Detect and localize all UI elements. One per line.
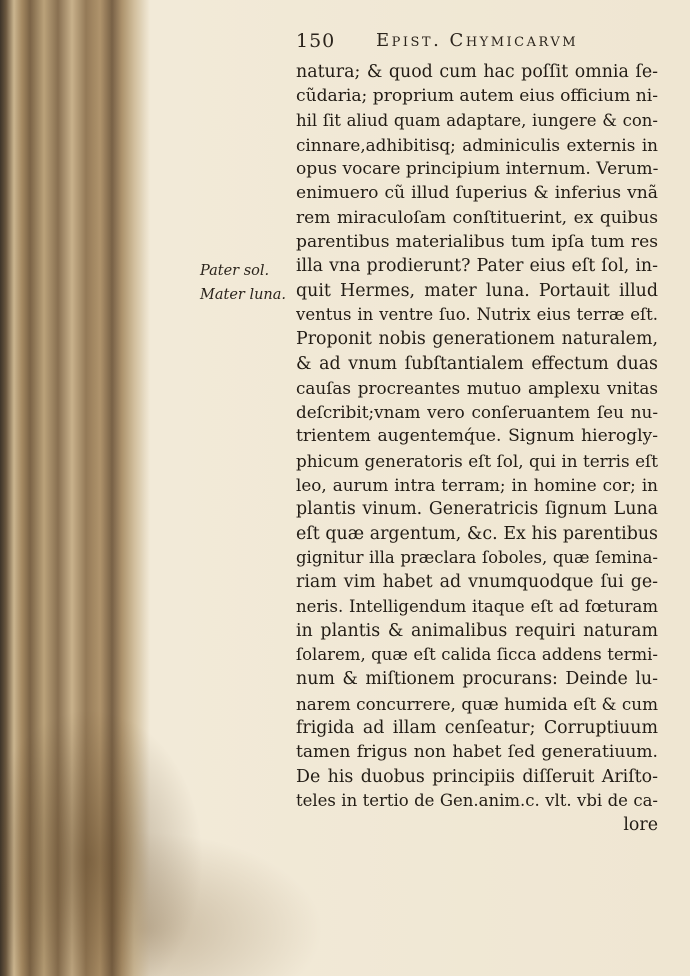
text-line: natura; & quod cum hac poſſit omnia ſe- (296, 62, 658, 82)
body-text (296, 60, 658, 838)
text-line: frigida ad illam cenſeatur; Corruptiuum (296, 718, 658, 739)
text-line: Proponit nobis generationem naturalem, (296, 329, 658, 350)
text-line: teles in tertio de Gen.anim.c. vlt. vbi de ca- (296, 790, 658, 810)
text-line: & ad vnum ſubſtantialem effectum duas (296, 353, 658, 374)
text-line: cauſas procreantes mutuo amplexu vnitas (296, 377, 658, 398)
text-line: deſcribit;vnam vero conſeruantem ſeu nu- (296, 402, 658, 423)
text-line: hil ſit aliud quam adaptare, iungere & con- (296, 110, 658, 130)
text-line: leo, aurum intra terram; in homine cor; in (296, 475, 658, 496)
text-line: rem miraculoſam conſtituerint, ex quibus (296, 207, 658, 228)
text-line: narem concurrere, quæ humida eſt & cum (296, 693, 658, 714)
text-line: tamen frigus non habet ſed generatiuum. (296, 742, 658, 763)
text-line: enimuero cũ illud ſuperius & inferius vnã (296, 183, 658, 204)
text-line: quit Hermes, mater luna. Portauit illud (296, 280, 658, 301)
text-line: parentibus materialibus tum ipſa tum res (296, 232, 658, 253)
text-line-catchword: lore (623, 815, 658, 836)
text-line: trientem augentemq́ue. Signum hierogly- (296, 426, 658, 447)
text-line: phicum generatoris eſt ſol, qui in terris eſt (296, 450, 658, 471)
text-line: riam vim habet ad vnumquodque ſui ge- (296, 572, 658, 593)
text-line: ſolarem, quæ eſt calida ſicca addens termi- (296, 645, 658, 665)
page-stain (0, 600, 230, 976)
running-title: Epist. Chymicarvm (376, 30, 579, 51)
text-line: plantis vinum. Generatricis ſignum Luna (296, 499, 658, 520)
text-line: num & miſtionem procurans: Deinde lu- (296, 669, 658, 690)
text-line: neris. Intelligendum itaque eſt ad fœturam (296, 596, 658, 616)
text-line: in plantis & animalibus requiri naturam (296, 620, 658, 641)
margin-note-pater-sol: Pater sol. (200, 263, 270, 279)
text-line: gignitur illa præclara ſoboles, quæ ſemina- (296, 547, 658, 567)
text-line: De his duobus principiis diſſeruit Ariſto- (296, 766, 658, 787)
text-line: opus vocare principium internum. Verum- (296, 159, 658, 180)
text-line: illa vna prodierunt? Pater eius eſt ſol, in- (296, 256, 658, 277)
page-header (296, 30, 656, 56)
margin-note-mater-luna: Mater luna. (200, 287, 287, 303)
text-line: cinnare,adhibitisq; adminiculis externis in (296, 134, 658, 155)
page-number: 150 (296, 30, 336, 52)
text-line: eſt quæ argentum, &c. Ex his parentibus (296, 523, 658, 544)
text-line: ventus in ventre ſuo. Nutrix eius terræ eſt. (296, 304, 658, 324)
text-line: cũdaria; proprium autem eius officium ni- (296, 86, 658, 107)
